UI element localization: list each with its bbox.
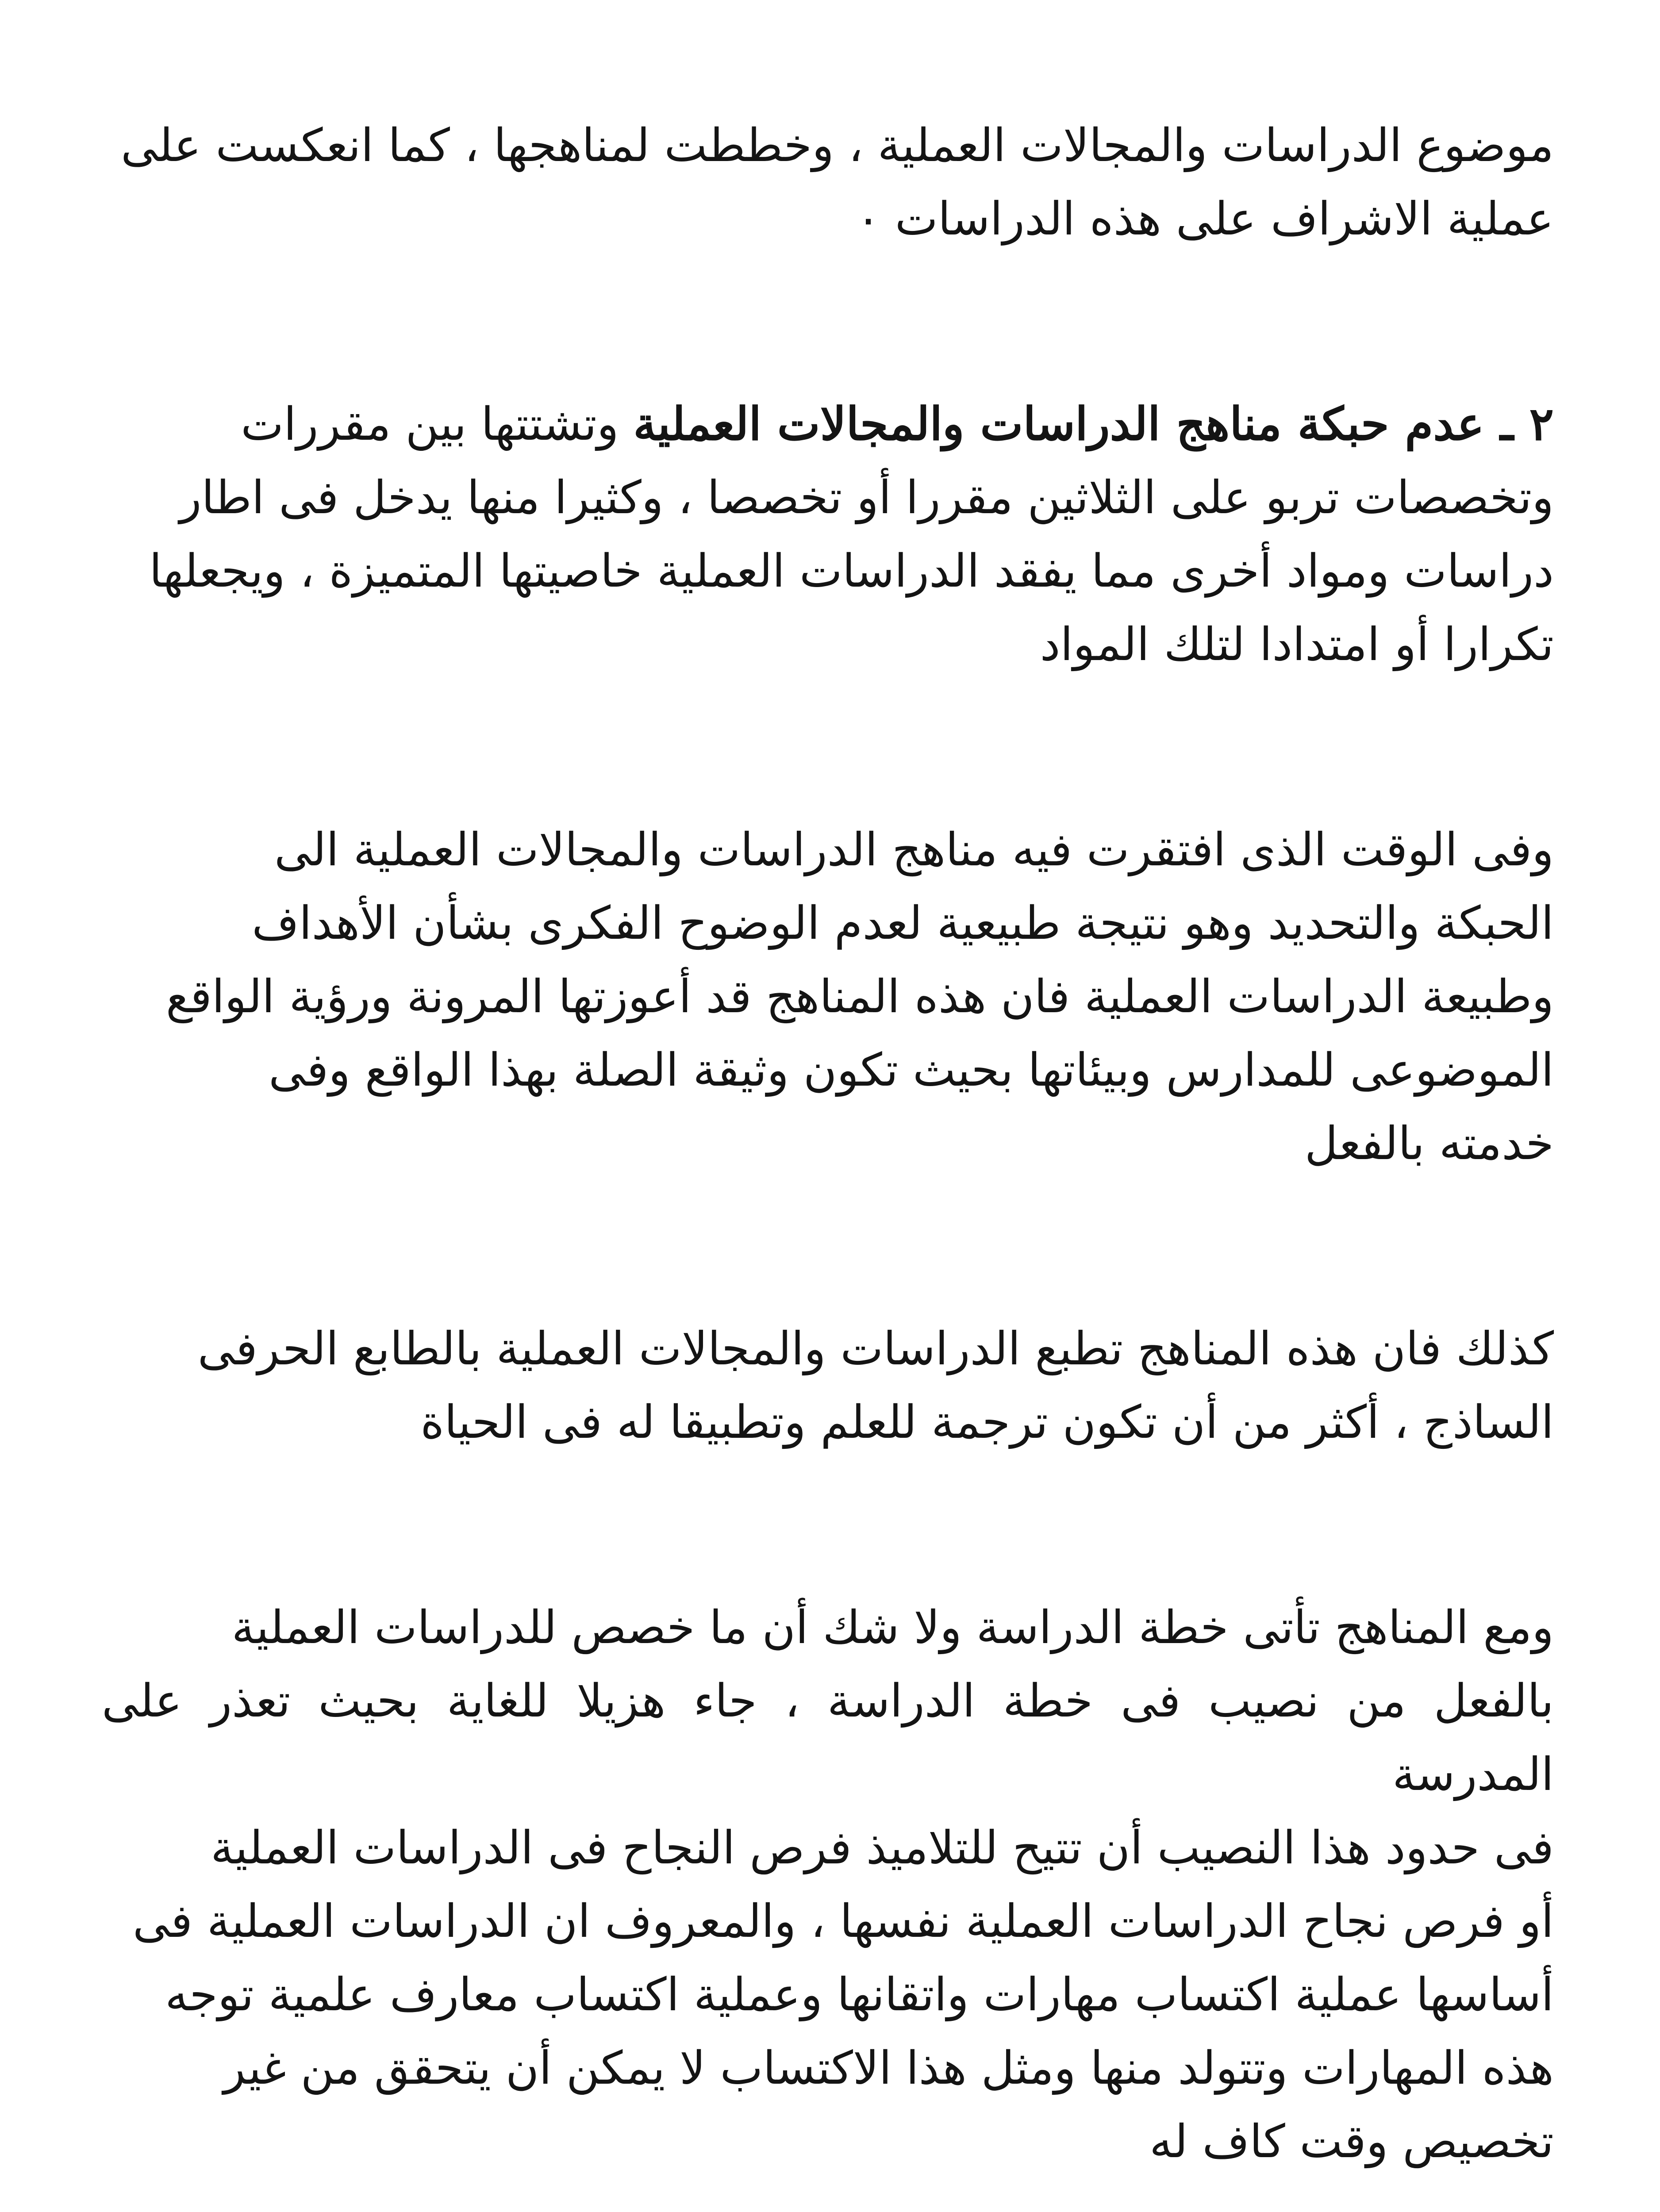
document-page bbox=[102, 35, 1554, 2212]
paragraph-1 bbox=[102, 35, 1554, 256]
paragraph-3-text: وفى الوقت الذى افتقرت فيه مناهج الدراسات والمجالات العملية الى الحبكة والتحديد وهو نتيجة طبيعية لعدم الوضوح الفكرى بشأن الأهداف وطبيعة الدراسات العملية فان هذه المناهج قد أعوزتها المرونة ورؤية الواقع الموضوعى للمدارس وبيئاتها بحيث تكون وثيقة الصلة بهذا الواقع وفى خدمته بالفعل bbox=[165, 823, 1554, 1170]
paragraph-4-text: كذلك فان هذه المناهج تطبع الدراسات والمجالات العملية بالطابع الحرفى الساذج ، أكثر من أن تكون ترجمة للعلم وتطبيقا له فى الحياة bbox=[197, 1322, 1554, 1449]
paragraph-4 bbox=[102, 1239, 1554, 1459]
paragraph-5 bbox=[102, 1517, 1554, 2178]
paragraph-2 bbox=[102, 314, 1554, 681]
paragraph-2-heading: ٢ ـ عدم حبكة مناهج الدراسات والمجالات العملية bbox=[633, 397, 1554, 451]
paragraph-1-text: موضوع الدراسات والمجالات العملية ، وخططت لمناهجها ، كما انعكست على عملية الاشراف على هذه الدراسات ٠ bbox=[121, 119, 1554, 246]
paragraph-3 bbox=[102, 740, 1554, 1180]
paragraph-2-text: وتشتتها بين مقررات وتخصصات تربو على الثلاثين مقررا أو تخصصا ، وكثيرا منها يدخل فى اطار دراسات ومواد أخرى مما يفقد الدراسات العملية خاصيتها المتميزة ، ويجعلها تكرارا أو امتدادا لتلك المواد bbox=[149, 398, 1554, 671]
paragraph-5-text: ومع المناهج تأتى خطة الدراسة ولا شك أن ما خصص للدراسات العملية بالفعل من نصيب فى خطة الدراسة ، جاء هزيلا للغاية بحيث تعذر على المدرسة فى حدود هذا النصيب أن تتيح للتلاميذ فرص النجاح فى الدراسات العملية أو فرص نجاح الدراسات العملية نفسها ، والمعروف ان الدراسات العملية فى أساسها عملية اكتساب مهارات واتقانها وعملية اكتساب معارف علمية توجه هذه المهارات وتتولد منها ومثل هذا الاكتساب لا يمكن أن يتحقق من غير تخصيص وقت كاف له bbox=[102, 1601, 1554, 2168]
